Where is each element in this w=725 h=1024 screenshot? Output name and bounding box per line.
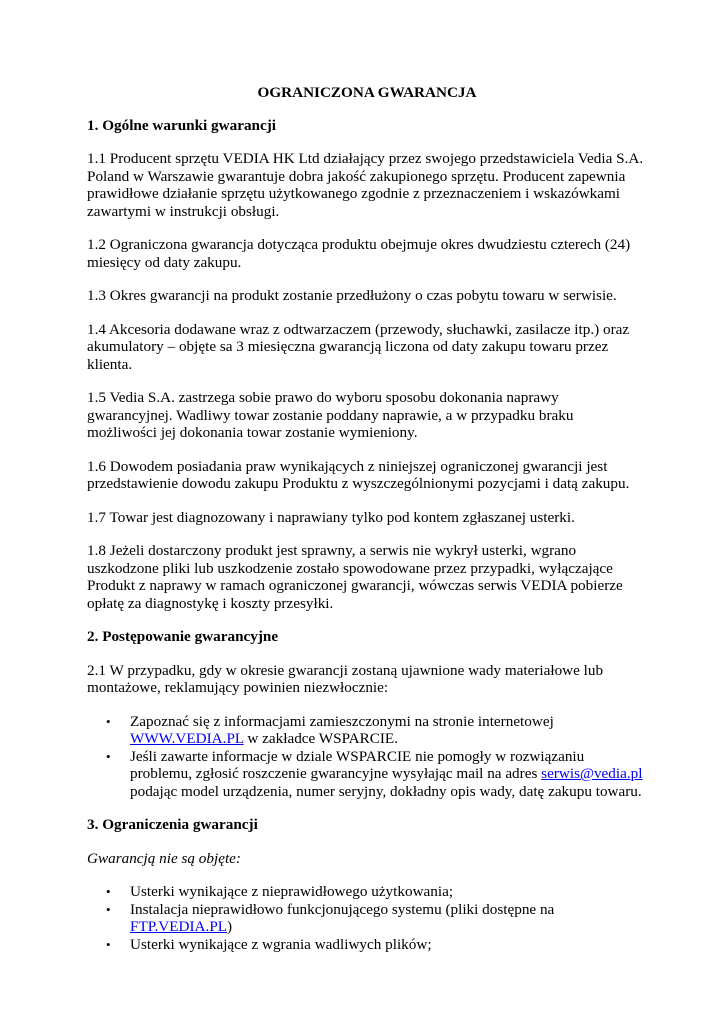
bullet-icon: • bbox=[106, 748, 111, 764]
list-item bbox=[106, 712, 647, 748]
list-item bbox=[106, 747, 647, 801]
section-3-heading: 3. Ograniczenia gwarancji bbox=[87, 816, 258, 833]
paragraph-1-8: 1.8 Jeżeli dostarczony produkt jest sprawny, a serwis nie wykrył usterki, wgrano uszkodzone pliki lub uszkodzenie zostało spowodowane przez przypadki, wyłączające Produkt z naprawy w ramach ograniczonej gwarancji, wówczas serwis VEDIA pobierze opłatę za diagnostykę i koszty przesyłki. bbox=[87, 542, 623, 612]
list-item-text: Usterki wynikające z wgrania wadliwych plików; bbox=[130, 935, 432, 953]
document-title: OGRANICZONA GWARANCJA bbox=[257, 84, 477, 101]
section-2-heading: 2. Postępowanie gwarancyjne bbox=[87, 628, 279, 645]
vedia-website-link[interactable]: WWW.VEDIA.PL bbox=[130, 730, 244, 747]
bullet-icon: • bbox=[106, 901, 111, 917]
list-item-text: podając model urządzenia, numer seryjny, dokładny opis wady, datę zakupu towaru. bbox=[130, 782, 642, 800]
bullet-icon: • bbox=[106, 936, 111, 952]
paragraph-1-6: 1.6 Dowodem posiadania praw wynikających z niniejszej ograniczonej gwarancji jest przedstawienie dowodu zakupu Produktu z wyszczególnionymi pozycjami i datą zakupu. bbox=[87, 457, 630, 492]
list-item-text: w zakładce WSPARCIE. bbox=[243, 730, 398, 747]
ftp-link[interactable]: FTP.VEDIA.PL bbox=[130, 918, 228, 935]
service-email-link[interactable]: serwis@vedia.pl bbox=[541, 765, 643, 782]
list-item bbox=[106, 900, 647, 936]
paragraph-1-3: 1.3 Okres gwarancji na produkt zostanie przedłużony o czas pobytu towaru w serwisie. bbox=[87, 287, 617, 304]
list-item-text: ) bbox=[227, 918, 233, 935]
list-item-text: Zapoznać się z informacjami zamieszczonymi na stronie internetowej bbox=[130, 712, 554, 730]
paragraph-1-4: 1.4 Akcesoria dodawane wraz z odtwarzaczem (przewody, słuchawki, zasilacze itp.) oraz akumulatory – objęte sa 3 miesięczna gwarancją liczona od daty zakupu towaru przez klienta. bbox=[87, 320, 630, 373]
paragraph-1-5: 1.5 Vedia S.A. zastrzega sobie prawo do wyboru sposobu dokonania naprawy gwarancyjnej. Wadliwy towar zostanie poddany naprawie, a w przypadku braku możliwości jej dokonania towar zostanie wymieniony. bbox=[87, 389, 574, 441]
document-page bbox=[87, 84, 647, 969]
section-3-list bbox=[87, 883, 647, 953]
bullet-icon: • bbox=[106, 713, 111, 729]
paragraph-1-7: 1.7 Towar jest diagnozowany i naprawiany tylko pod kontem zgłaszanej usterki. bbox=[87, 508, 575, 526]
section-3-subtitle: Gwarancją nie są objęte: bbox=[87, 849, 241, 867]
list-item-text: Usterki wynikające z nieprawidłowego użytkowania; bbox=[130, 883, 454, 900]
list-item-text: Instalacja nieprawidłowo funkcjonującego systemu (pliki dostępne na bbox=[130, 900, 555, 918]
list-item bbox=[106, 883, 647, 901]
section-2-list bbox=[87, 713, 647, 801]
bullet-icon: • bbox=[106, 884, 111, 899]
list-item-text: Jeśli zawarte informacje w dziale WSPARCIE nie pomogły w rozwiązaniu problemu, zgłosić roszczenie gwarancyjne wysyłając mail na adres bbox=[130, 747, 585, 782]
paragraph-1-1: 1.1 Producent sprzętu VEDIA HK Ltd działający przez swojego przedstawiciela Vedia S.A. Poland w Warszawie gwarantuje dobra jakość zakupionego sprzętu. Producent zapewnia prawidłowe działanie sprzętu użytkowanego zgodnie z przeznaczeniem i wskazówkami zawartymi w instrukcji obsługi. bbox=[87, 150, 644, 220]
paragraph-2-1: 2.1 W przypadku, gdy w okresie gwarancji zostaną ujawnione wady materiałowe lub montażowe, reklamujący powinien niezwłocznie: bbox=[87, 661, 604, 696]
section-1-heading: 1. Ogólne warunki gwarancji bbox=[87, 116, 277, 134]
list-item bbox=[106, 935, 647, 954]
paragraph-1-2: 1.2 Ograniczona gwarancja dotycząca produktu obejmuje okres dwudziestu czterech (24) miesięcy od daty zakupu. bbox=[87, 236, 631, 271]
